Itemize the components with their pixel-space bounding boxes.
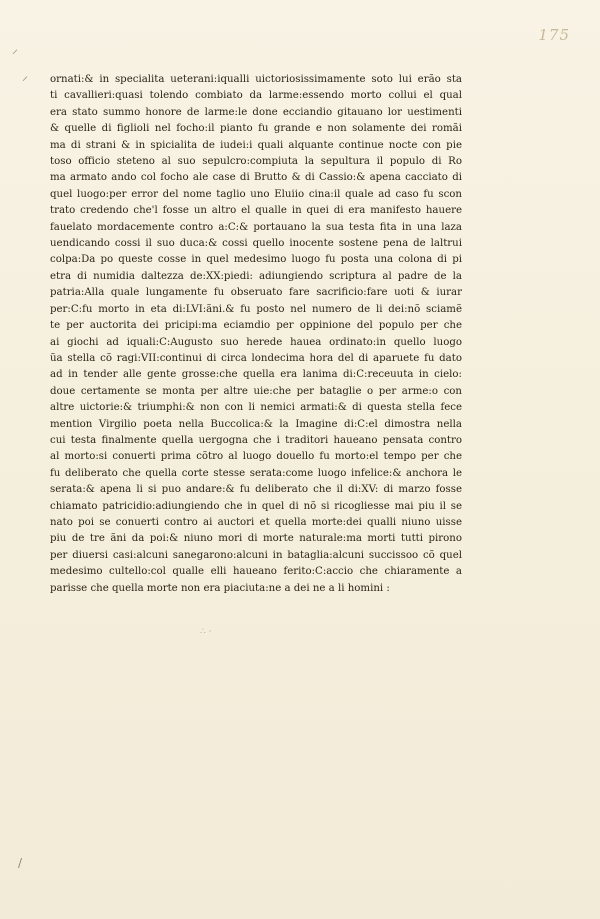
- text-line: ti cavallieri:quasi tolendo combiato da larme:essendo morto collui el qual: [50, 90, 462, 102]
- text-line: ma armato ando col focho ale case di Brutto & di Cassio:& apena cacciato di: [50, 172, 462, 184]
- margin-mark: ⸍: [22, 74, 29, 88]
- text-line: ornati:& in specialita ueterani:iqualli uictoriosissimamente soto lui erão sta: [50, 74, 462, 85]
- text-line: ai giochi ad iquali:C:Augusto suo herede hauea ordinato:in quello luogo: [50, 336, 462, 348]
- text-line: piu de tre ãni da poi:& niuno mori di morte naturale:ma morti tutti pirono: [50, 533, 462, 545]
- text-line: fauelato mordacemente contro a:C:& portauano la sua testa fita in una laza: [50, 221, 462, 233]
- margin-mark: ⸝: [12, 42, 19, 56]
- text-line: ma di strani & in spicialita de iudei:i quali alquante continue nocte con pie: [50, 139, 462, 151]
- text-line: serata:& apena li si puo andare:& fu deliberato che il di:XV: di marzo fosse: [50, 484, 462, 496]
- folio-number: 175: [538, 26, 570, 44]
- margin-mark: /: [18, 856, 23, 870]
- ink-smudge: ∴ ·: [200, 627, 212, 637]
- text-line: ũa stella cõ ragi:VII:continui di circa londecima hora del di aparuete fu dato: [50, 352, 462, 364]
- text-line: cui testa finalmente quella uergogna che i traditori haueano pensata contro: [50, 434, 462, 446]
- body-text: [50, 72, 462, 597]
- text-line: nato poi se conuerti contro ai auctori et quella morte:dei qualli niuno uisse: [50, 516, 462, 528]
- text-line: chiamato patricidio:adiungiendo che in quel di nõ si ricogliesse mai piu il se: [50, 500, 462, 512]
- text-line: te per auctorita dei pricipi:ma eciamdio per oppinione del populo per che: [50, 320, 462, 332]
- text-line: trato credendo che'l fosse un altro el qualle in quei di era manifesto hauere: [50, 205, 462, 217]
- text-line: altre uictorie:& triumphi:& non con li nemici armati:& di questa stella fece: [50, 402, 462, 414]
- text-line: etra di numidia daltezza de:XX:piedi: adiungiendo scriptura al padre de la: [50, 270, 462, 282]
- text-line: ad in tender alle gente grosse:che quella era lanima di:C:receuuta in cielo:: [50, 369, 462, 381]
- text-line: & quelle di figlioli nel focho:il pianto fu grande e non solamente dei romãi: [50, 123, 462, 135]
- text-line: quel luogo:per error del nome taglio uno Eluiio cina:il quale ad caso fu scon: [50, 188, 462, 200]
- text-line: mention Virgilio poeta nella Buccolica:& la Imagine di:C:el dimostra nella: [50, 418, 462, 430]
- text-line: per diuersi casi:alcuni sanegarono:alcuni in bataglia:alcuni succissoo cõ quel: [50, 549, 462, 561]
- text-line: era stato summo honore de larme:le done ecciandio gitauano lor uestimenti: [50, 106, 462, 118]
- text-line: fu deliberato che quella corte stesse serata:come luogo infelice:& anchora le: [50, 467, 462, 479]
- text-line: al morto:si conuerti prima cõtro al luogo douello fu morto:el tempo per che: [50, 451, 462, 463]
- text-line: doue certamente se monta per altre uie:che per bataglie o per arme:o con: [50, 385, 462, 397]
- text-line: patria:Alla quale lungamente fu obseruato fare sacrificio:fare uoti & iurar: [50, 287, 462, 299]
- text-line: per:C:fu morto in eta di:LVI:ãni.& fu posto nel numero de li dei:nõ sciamẽ: [50, 303, 462, 315]
- text-line: medesimo cultello:col qualle elli haueano ferito:C:accio che chiaramente a: [50, 566, 462, 578]
- text-line: colpa:Da po queste cosse in quel medesimo luogo fu posta una colona di pi: [50, 254, 462, 266]
- text-line: uendicando cossi il suo duca:& cossi quello inocente sostene pena de laltrui: [50, 238, 462, 250]
- text-line: toso officio steteno al suo sepulcro:compiuta la sepultura il populo di Ro: [50, 156, 462, 168]
- text-line: parisse che quella morte non era piaciuta:ne a dei ne a li homini :: [50, 582, 390, 594]
